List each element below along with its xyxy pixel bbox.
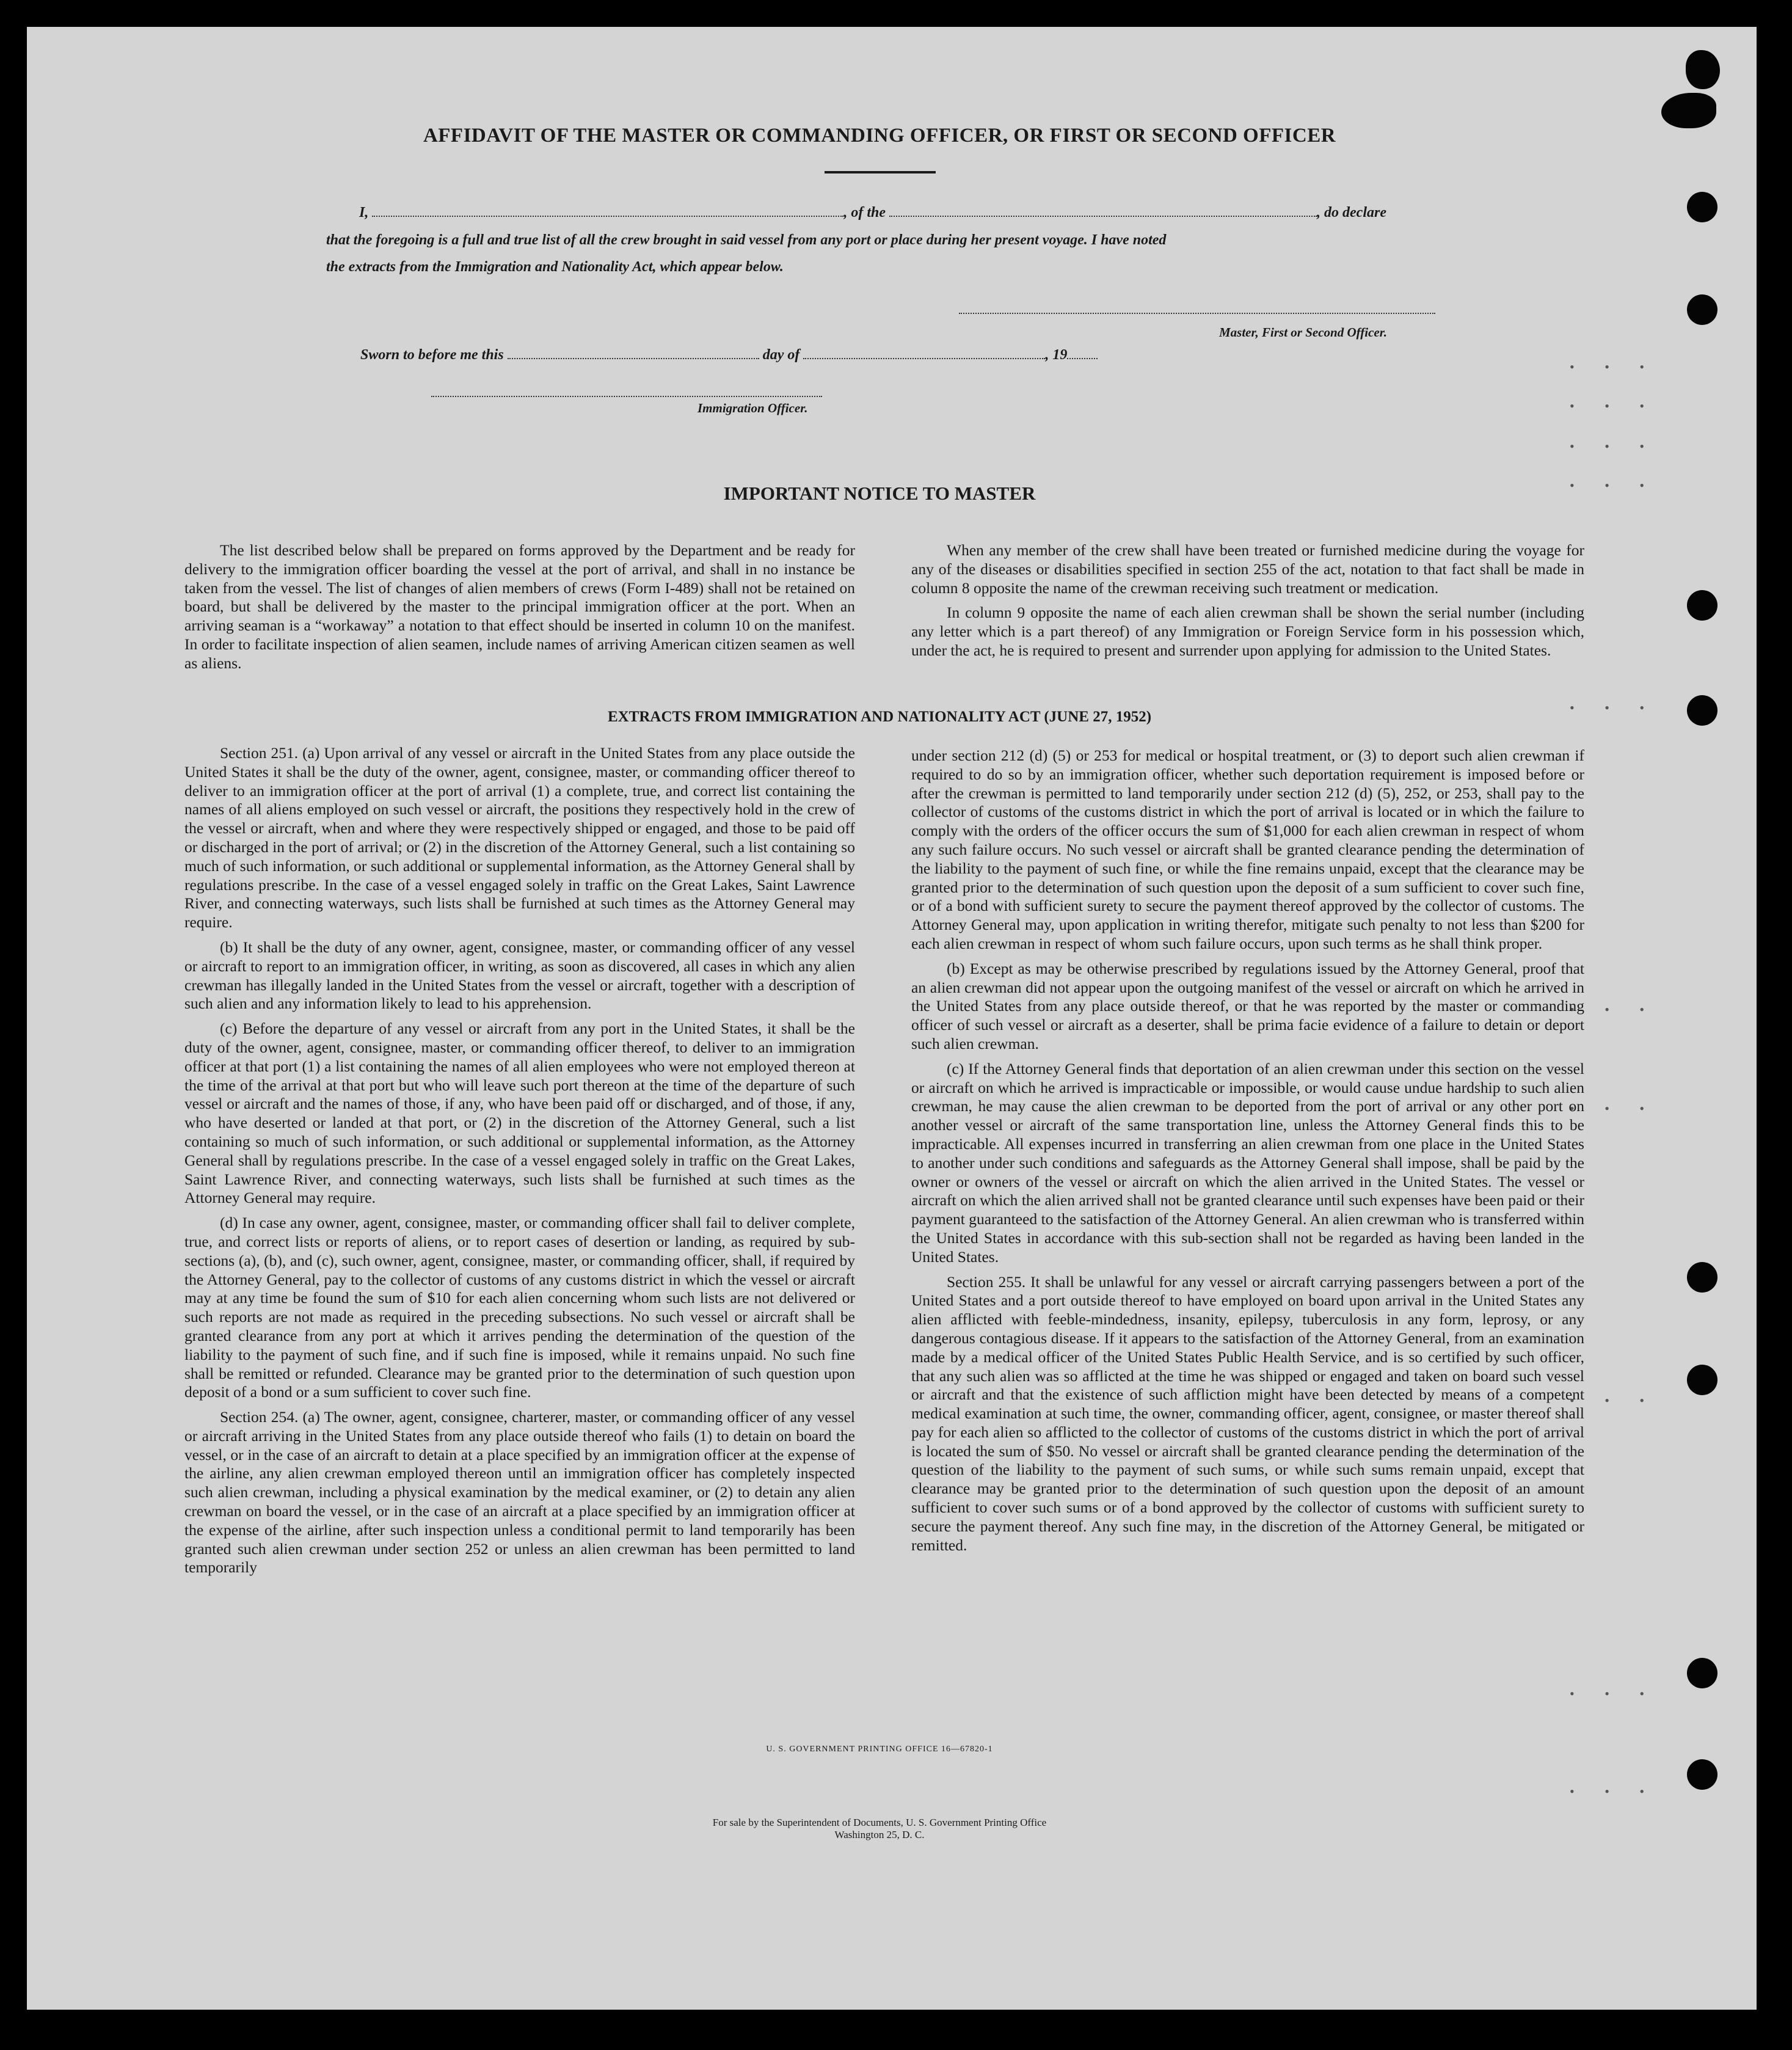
- perforation-marks: • • •: [1570, 1784, 1658, 1799]
- declaration-line-1: that the foregoing is a full and true list of all the crew brought in said vessel from any port or place during her present voyage. I have noted: [326, 232, 1167, 248]
- extracts-title: EXTRACTS FROM IMMIGRATION AND NATIONALITY ACT (JUNE 27, 1952): [607, 709, 1152, 725]
- act-paragraph: (c) Before the departure of any vessel or aircraft from any port in the United States, it shall be the duty of the owner, agent, consignee, master, or commanding officer thereof, to deliver to an immigration officer at that port (1) a list containing the names of all alien employees who were not employed thereon at the time of the arrival at that port but who will leave such port thereon at the time of the departure of such vessel or aircraft and the names of those, if any, who have been paid off or discharged, and of those, if any, who have deserted or landed at that port, or (2) in the discretion of the Attorney General, such a list containing so much of such information, or such additional or supplemental information, as the Attorney General shall by regulations prescribe. In the case of a vessel engaged solely in traffic on the Great Lakes, Saint Lawrence River, and connecting waterways, such lists shall be furnished at such times as the Attorney General may require.: [184, 1020, 855, 1207]
- notice-left-paragraph: The list described below shall be prepared on forms approved by the Department and be ready for delivery to the immigration officer boarding the vessel at the port of arrival, and shall in no instance be taken from the vessel. The list of changes of alien members of crews (Form I-489) shall not be retained on board, but shall be delivered by the master to the principal immigration officer at the port. When an arriving seaman is a “workaway” a notation to that effect should be inserted in column 10 on the manifest. In order to facilitate inspection of alien seamen, include names of arriving American citizen seamen as well as aliens.: [184, 541, 855, 672]
- immigration-officer-label: Immigration Officer.: [697, 401, 808, 415]
- footer-line-2: Washington 25, D. C.: [834, 1829, 925, 1840]
- declaration-line-2: the extracts from the Immigration and Nationality Act, which appear below.: [326, 259, 784, 275]
- perforation-marks: • • •: [1570, 700, 1658, 715]
- perforation-marks: • • •: [1570, 359, 1658, 374]
- do-declare-label: , do declare: [1317, 205, 1386, 221]
- notice-title: IMPORTANT NOTICE TO MASTER: [723, 483, 1036, 504]
- day-of-label: day of: [762, 347, 800, 363]
- binder-hole: [1687, 1658, 1717, 1688]
- notice-right-paragraph: In column 9 opposite the name of each alien crewman shall be shown the serial number (including any letter which is a part thereof) of any Immigration or Foreign Service form in his possession which, under the act, he is required to present and surrender upon applying for admission to the United States.: [911, 604, 1584, 659]
- binder-hole: [1687, 1759, 1717, 1790]
- act-paragraph: (c) If the Attorney General finds that deportation of an alien crewman under this section on the vessel or aircraft on which he arrived is impracticable or impossible, or would cause undue hardship to such alien crewman, he may cause the alien crewman to be deported from the port of arrival or any other port on another vessel or aircraft of the same transportation line, unless the Attorney General finds this to be impracticable. All expenses incurred in transferring an alien crewman from one place in the United States to another under such conditions and safeguards as the Attorney General shall impose, shall be paid by the owner or owners of the vessel or aircraft on which the alien arrived in the United States. The vessel or aircraft on which the alien arrived shall not be granted clearance until such expenses have been paid or their payment guaranteed to the satisfaction of the Attorney General. An alien crewman who is transferred within the United States in accordance with this sub-section shall not be regarded as having been landed in the United States.: [911, 1059, 1584, 1266]
- notice-right-column: [911, 541, 1584, 666]
- name-field[interactable]: [372, 203, 843, 217]
- master-signature-label: Master, First or Second Officer.: [1219, 325, 1387, 340]
- perforation-marks: • • •: [1570, 439, 1658, 454]
- sale-footer: [0, 1817, 1759, 1841]
- binder-hole: [1687, 1365, 1717, 1395]
- binder-hole: [1687, 294, 1717, 325]
- year-label: , 19: [1045, 347, 1068, 363]
- binder-hole: [1687, 590, 1717, 621]
- sworn-year-field[interactable]: [1067, 346, 1098, 359]
- affidavit-title: AFFIDAVIT OF THE MASTER OR COMMANDING OFFICER, OR FIRST OR SECOND OFFICER: [423, 125, 1336, 147]
- vessel-field[interactable]: [889, 203, 1317, 217]
- binder-hole: [1686, 50, 1720, 89]
- of-the-label: , of the: [843, 205, 886, 221]
- notice-right-paragraph: When any member of the crew shall have been treated or furnished medicine during the voyage for any of the diseases or disabilities specified in section 255 of the act, notation to that fact shall be made in column 8 opposite the name of the crewman receiving such treatment or medication.: [911, 541, 1584, 597]
- notice-left-column: [184, 541, 855, 679]
- declaration-fill-line: [359, 203, 1386, 221]
- act-paragraph: Section 254. (a) The owner, agent, consignee, charterer, master, or commanding officer of any vessel or aircraft arriving in the United States from any place outside thereof who fails (1) to detain on board the vessel, or in the case of an aircraft to detain at a place specified by an immigration officer at the expense of the airline, any alien crewman employed thereon until an immigration officer has completely inspected such alien crewman, including a physical examination by the medical examiner, or (2) to detain any alien crewman on board the vessel, or in the case of an aircraft at a place specified by an immigration officer at the expense of the airline, after such inspection unless a conditional permit to land temporarily has been granted such alien crewman under section 252 or unless an alien crewman has been permitted to land temporarily: [184, 1408, 855, 1577]
- binder-hole: [1687, 1262, 1717, 1293]
- extracts-right-column: [911, 746, 1584, 1561]
- act-paragraph: (b) It shall be the duty of any owner, agent, consignee, master, or commanding officer of any vessel or aircraft to report to an immigration officer, in writing, as soon as discovered, all cases in which any alien crewman has illegally landed in the United States from the vessel or aircraft, together with a description of such alien and any information likely to lead to his apprehension.: [184, 938, 855, 1013]
- sworn-day-field[interactable]: [508, 346, 759, 359]
- sworn-month-field[interactable]: [803, 346, 1045, 359]
- immigration-officer-signature-line[interactable]: [431, 396, 822, 397]
- sworn-line: [360, 346, 1098, 363]
- perforation-marks: • • •: [1570, 478, 1658, 493]
- perforation-marks: • • •: [1570, 1002, 1658, 1017]
- perforation-marks: • • •: [1570, 1393, 1658, 1408]
- footer-line-1: For sale by the Superintendent of Documents, U. S. Government Printing Office: [712, 1817, 1047, 1828]
- title-underline: [825, 171, 936, 173]
- act-paragraph: under section 212 (d) (5) or 253 for medical or hospital treatment, or (3) to deport such alien crewman if required to do so by an immigration officer, whether such deportation requirement is imposed before or after the crewman is permitted to land temporarily under section 212 (d) (5), 252, or 253, shall pay to the collector of customs of the customs district in which the port of arrival is located or in which the failure to comply with the orders of the officer occurs the sum of $1,000 for each alien crewman in respect of whom any such failure occurs. No such vessel or aircraft shall be granted clearance pending the determination of the liability to the payment of such fine, or while the fine remains unpaid, except that the clearance may be granted prior to the determination of such question upon the deposit of a sum sufficient to cover such fine, or of a bond with sufficient surety to secure the payment thereof approved by the collector of customs. The Attorney General may, upon application in writing therefor, mitigate such penalty to not less than $200 for each alien crewman in respect of whom such failure occurs, upon such terms as he shall think proper.: [911, 746, 1584, 952]
- act-paragraph: Section 255. It shall be unlawful for any vessel or aircraft carrying passengers between a port of the United States and a port outside thereof to have employed on board upon arrival in the United States any alien afflicted with feeble-mindedness, insanity, epilepsy, tuberculosis in any form, leprosy, or any dangerous contagious disease. If it appears to the satisfaction of the Attorney General, from an examination made by a medical officer of the United States Public Health Service, and is so certified by such officer, that any such alien was so afflicted at the time he was shipped or engaged and taken on board such vessel or aircraft and that the existence of such affliction might have been detected by means of a competent medical examination at such time, the owner, commanding officer, agent, consignee, or master thereof shall pay for each alien so afflicted to the collector of customs of the customs district in which the port of arrival is located the sum of $50. No vessel or aircraft shall be granted clearance pending the determination of the question of the liability to the payment of such sums, or while such sums remain unpaid, except that clearance may be granted prior to the determination of such question upon the deposit of an amount sufficient to cover such sums or of a bond approved by the collector of customs with sufficient surety to secure the payment thereof. Any such fine may, in the discretion of the Attorney General, be mitigated or remitted.: [911, 1272, 1584, 1554]
- perforation-marks: • • •: [1570, 398, 1658, 414]
- perforation-marks: • • •: [1570, 1101, 1658, 1116]
- binder-hole: [1661, 93, 1716, 128]
- perforation-marks: • • •: [1570, 1686, 1658, 1701]
- binder-hole: [1687, 192, 1717, 222]
- act-paragraph: Section 251. (a) Upon arrival of any vessel or aircraft in the United States from any place outside the United States it shall be the duty of the owner, agent, consignee, master, or commanding officer thereof to deliver to an immigration officer at the port of arrival (1) a complete, true, and correct list containing the names of all aliens employed on such vessel or aircraft, the positions they respectively hold in the crew of the vessel or aircraft, when and where they were respectively shipped or engaged, and those to be paid off or discharged in the port of arrival; or (2) in the discretion of the Attorney General, such a list containing so much of such information, or such additional or supplemental information, as the Attorney General shall by regulations prescribe. In the case of a vessel engaged solely in traffic on the Great Lakes, Saint Lawrence River, and connecting waterways, such lists shall be furnished at such times as the Attorney General may require.: [184, 744, 855, 932]
- sworn-label: Sworn to before me this: [360, 347, 504, 363]
- act-paragraph: (b) Except as may be otherwise prescribed by regulations issued by the Attorney General, proof that an alien crewman did not appear upon the outgoing manifest of the vessel or aircraft on which he arrived in the United States from any place outside thereof, or that he was reported by the master or commanding officer of such vessel or aircraft as a deserter, shall be prima facie evidence of a failure to detain or deport such alien crewman.: [911, 959, 1584, 1052]
- printer-imprint: U. S. GOVERNMENT PRINTING OFFICE 16—67820-1: [766, 1745, 993, 1754]
- act-paragraph: (d) In case any owner, agent, consignee, master, or commanding officer shall fail to deliver complete, true, and correct lists or reports of aliens, or to report cases of desertion or landing, as required by sub-sections (a), (b), and (c), such owner, agent, consignee, master, or commanding officer, shall, if required by the Attorney General, pay to the collector of customs of any customs district in which the vessel or aircraft may at any time be found the sum of $10 for each alien concerning whom such lists are not delivered or such reports are not made as required in the preceding subsections. No such vessel or aircraft shall be granted clearance from any port at which it arrives pending the determination of the question of the liability to the payment of such fine, and if such fine is imposed, while it remains unpaid. No such fine shall be remitted or refunded. Clearance may be granted prior to the determination of such question upon deposit of a bond or a sum sufficient to cover such fine.: [184, 1214, 855, 1401]
- i-label: I,: [359, 205, 369, 221]
- master-signature-line[interactable]: [959, 313, 1435, 314]
- extracts-left-column: [184, 744, 855, 1583]
